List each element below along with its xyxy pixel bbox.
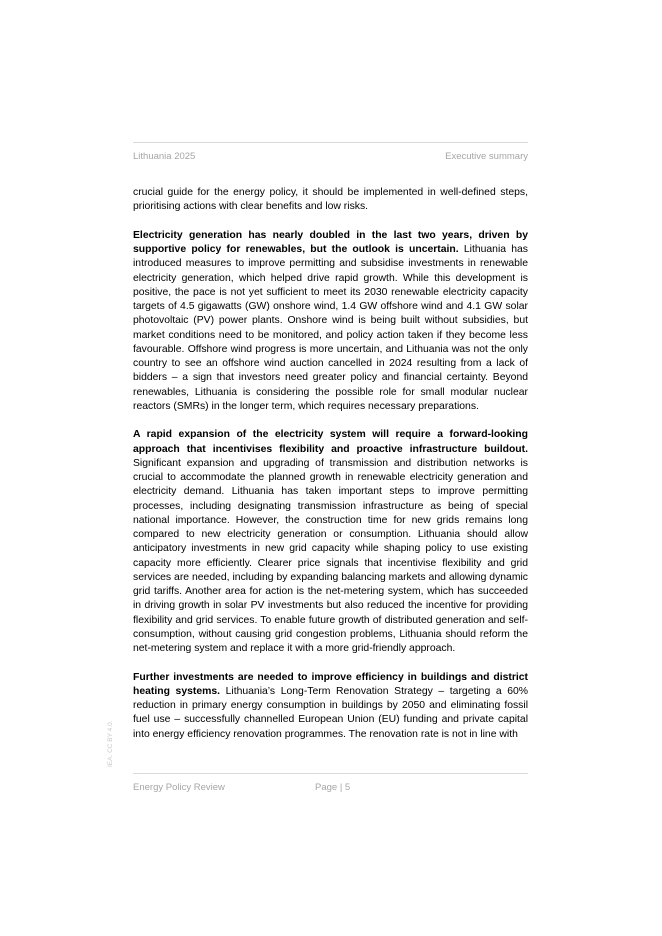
- paragraph-body: Significant expansion and upgrading of transmission and distribution networks is crucial to accommodate the planned growth in renewable electricity generation and electricity demand. Lithuania has taken important steps to improve permitting processes, including designating transmission infrastructure as being of special national importance. However, the construction time for new grids remains long compared to new electricity generation or consumption. Lithuania should allow anticipatory investments in new grid capacity while shaping policy to use existing capacity more efficiently. Clearer price signals that incentivise flexibility and grid services are needed, including by expanding balancing markets and allowing dynamic grid tariffs. Another area for action is the net-metering system, which has succeeded in driving growth in solar PV investments but also reduced the incentive for providing flexibility and grid services. To enable future growth of distributed generation and self-consumption, without causing grid congestion problems, Lithuania should reform the net-metering system and replace it with a more grid-friendly approach.: [133, 457, 528, 654]
- paragraph-lead: A rapid expansion of the electricity system will require a forward-looking approach that incentivises flexibility and proactive infrastructure buildout.: [133, 429, 528, 455]
- header-divider: [133, 142, 528, 143]
- paragraph-lead: Further investments are needed to improve efficiency in buildings and district heating systems.: [133, 671, 528, 697]
- running-footer-title: Energy Policy Review: [133, 782, 225, 793]
- paragraph-4: [133, 671, 528, 742]
- paragraph-body: crucial guide for the energy policy, it should be implemented in well-defined steps, prioritising actions with clear benefits and low risks.: [133, 187, 528, 213]
- body-text: [133, 186, 528, 756]
- paragraph-3: [133, 428, 528, 656]
- license-credit: IEA. CC BY 4.0.: [107, 720, 114, 767]
- footer-divider: [133, 773, 528, 774]
- page-number: Page | 5: [315, 782, 351, 793]
- paragraph-2: [133, 229, 528, 414]
- paragraph-body: Lithuania has introduced measures to improve permitting and subsidise investments in renewable electricity generation, which helped drive rapid growth. While this development is positive, the pace is not yet sufficient to meet its 2030 renewable electricity capacity targets of 4.5 gigawatts (GW) onshore wind, 1.4 GW offshore wind and 4.1 GW solar photovoltaic (PV) power plants. Onshore wind is being built without subsidies, but market conditions need to be monitored, and policy action taken if they become less favourable. Offshore wind progress is more uncertain, and Lithuania was not the only country to see an offshore wind auction cancelled in 2024 resulting from a lack of bidders – a sign that investors need greater policy and financial certainty. Beyond renewables, Lithuania is considering the possible role for small modular nuclear reactors (SMRs) in the longer term, which requires necessary preparations.: [133, 244, 529, 412]
- running-header-section: Executive summary: [445, 151, 528, 162]
- paragraph-body: Lithuania’s Long-Term Renovation Strategy – targeting a 60% reduction in primary energy consumption in buildings by 2050 and eliminating fossil fuel use – successfully channelled European Union (EU) funding and private capital into energy efficiency renovation programmes. The renovation rate is not in line with: [133, 685, 529, 740]
- paragraph-1: [133, 186, 528, 215]
- running-header-country: Lithuania 2025: [133, 151, 196, 162]
- paragraph-lead: Electricity generation has nearly doubled in the last two years, driven by supportive policy for renewables, but the outlook is uncertain.: [133, 229, 528, 255]
